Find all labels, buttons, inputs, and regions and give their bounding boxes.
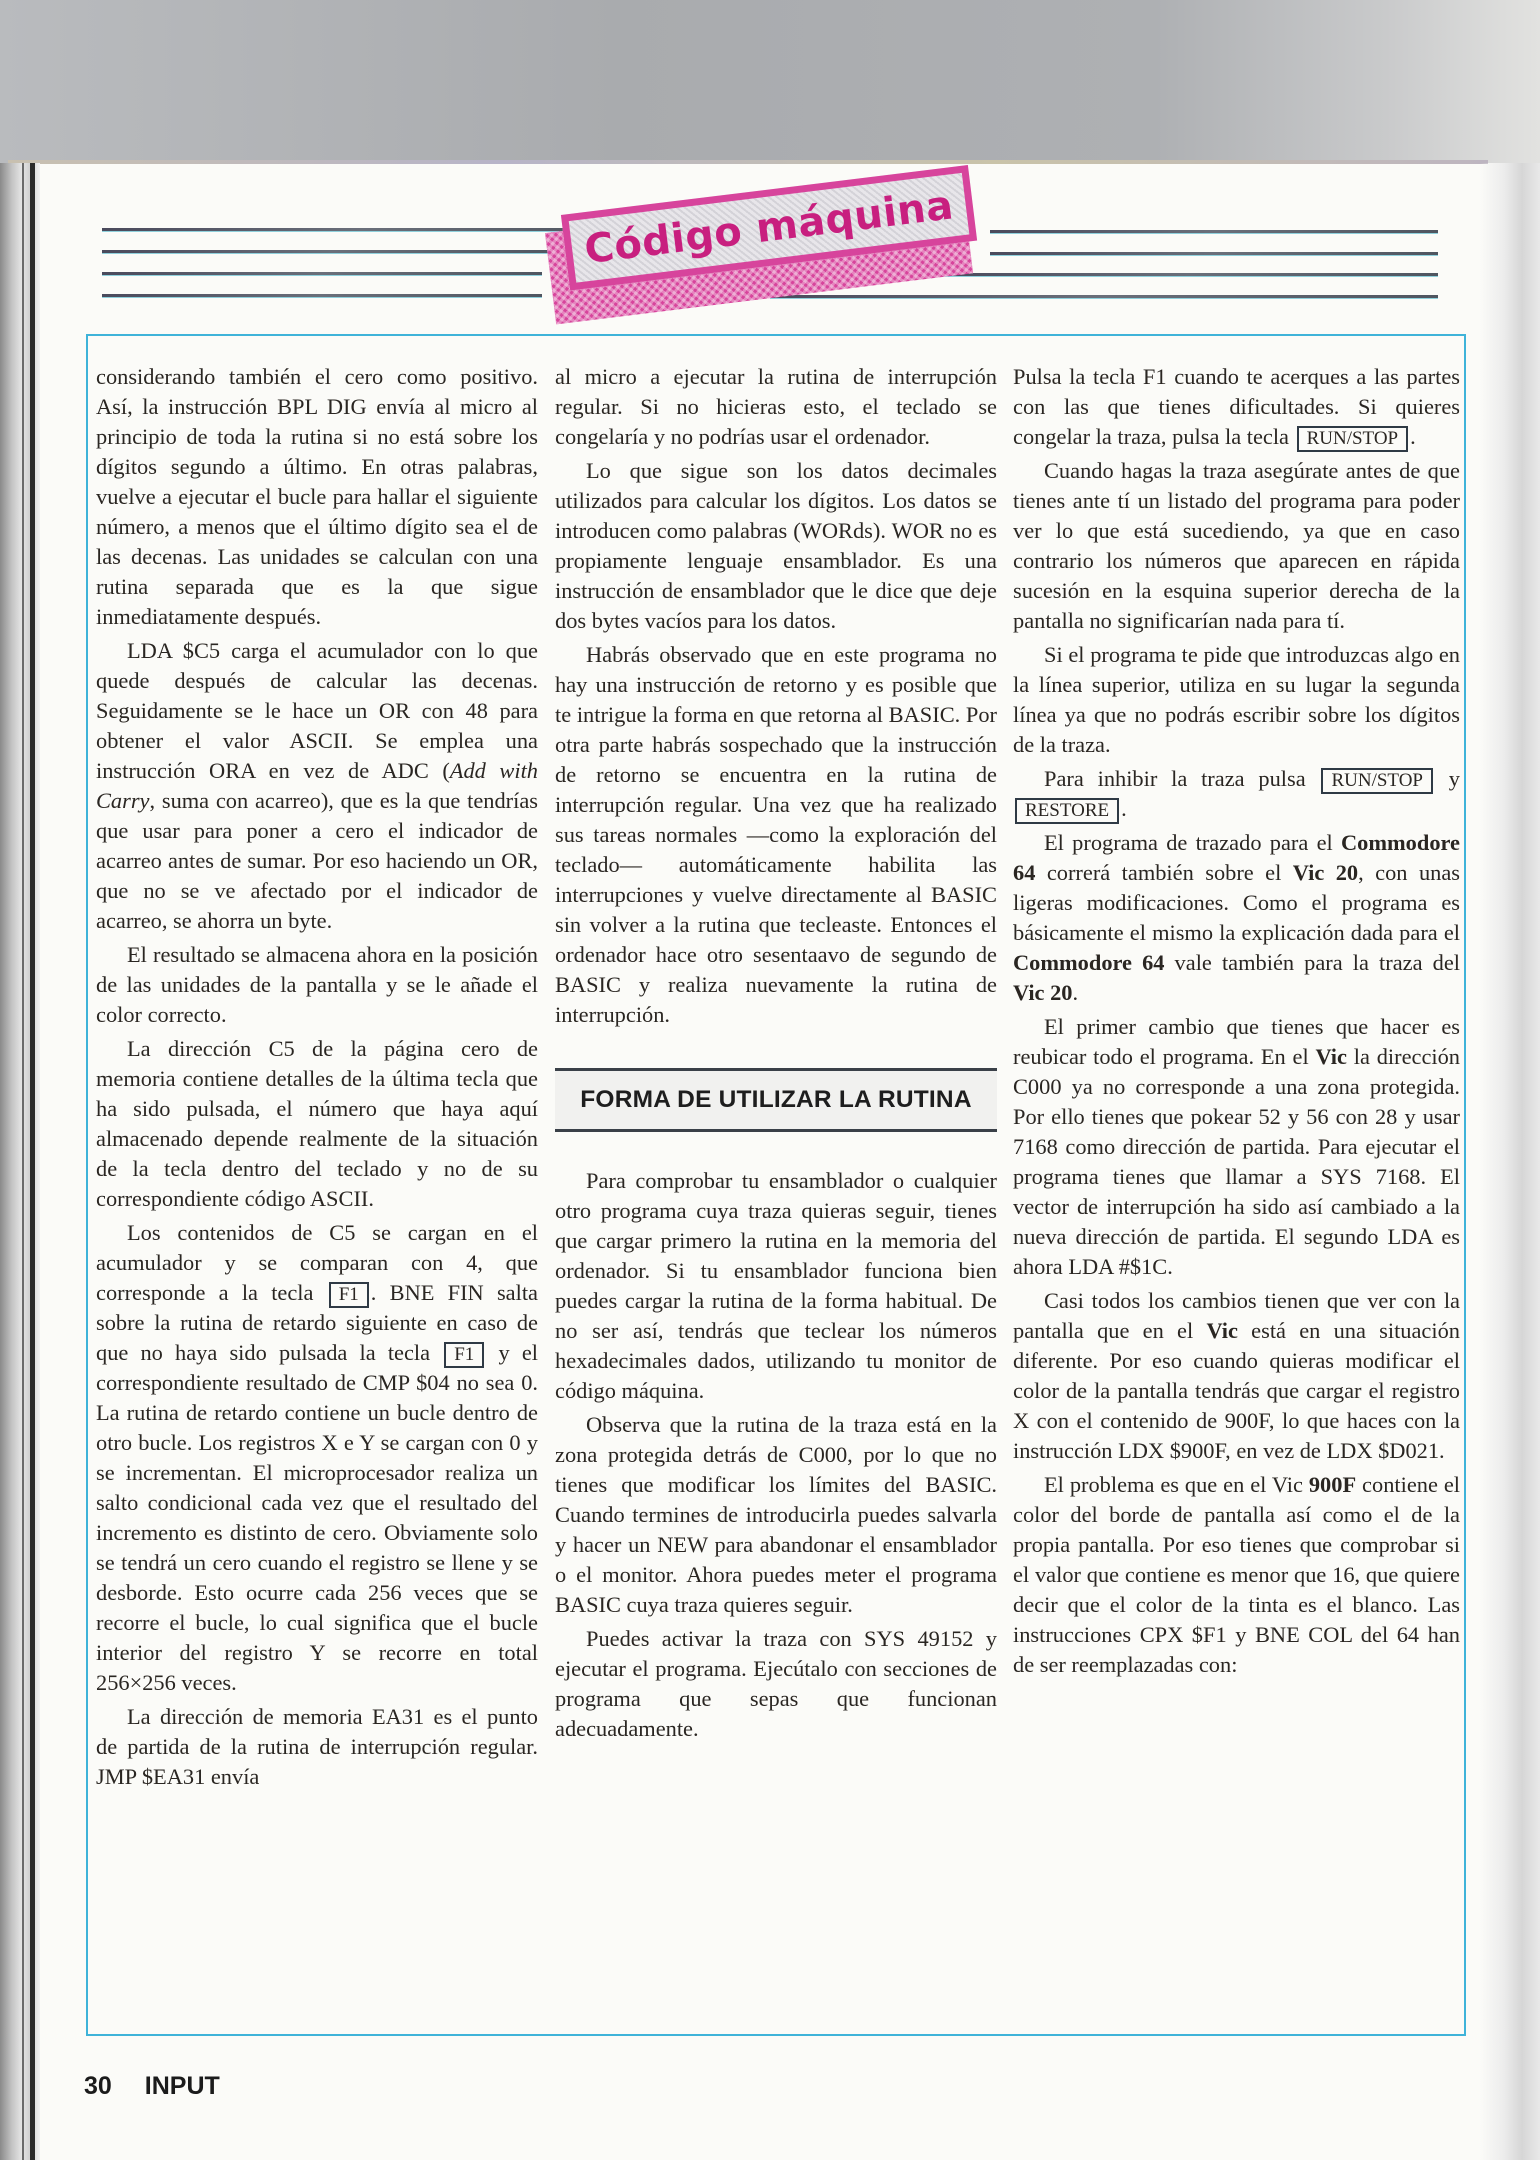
publication-name: INPUT bbox=[144, 2072, 220, 2100]
paragraph bbox=[555, 1624, 997, 1744]
paragraph bbox=[96, 940, 538, 1030]
page-curl-right bbox=[1480, 163, 1540, 2160]
keycap-label: RUN/STOP bbox=[1321, 768, 1433, 794]
paragraph bbox=[96, 1218, 538, 1698]
section-title: Código máquina bbox=[582, 182, 957, 274]
paragraph bbox=[555, 362, 997, 452]
section-heading-text: FORMA DE UTILIZAR LA RUTINA bbox=[580, 1086, 972, 1113]
paragraph bbox=[1013, 362, 1460, 452]
bold-term: Vic bbox=[1315, 1044, 1347, 1069]
paragraph bbox=[1013, 1012, 1460, 1282]
article-column-3 bbox=[1013, 362, 1460, 1684]
text-run: Cuando hagas la traza asegúrate antes de que tienes ante tí un listado del programa para poder ver lo que está sucediendo, ya que en caso contrario los números que aparecen en rápida sucesión en la esquina superior derecha de la pantalla no significarían nada para tí. bbox=[1013, 458, 1460, 633]
text-run: correrá también sobre el bbox=[1035, 860, 1293, 885]
header-rule bbox=[102, 272, 542, 276]
text-run: Pulsa la tecla F1 cuando te acerques a las partes con las que tienes dificultades. Si quieres congelar la traza, pulsa la tecla bbox=[1013, 364, 1460, 449]
text-run: Para comprobar tu ensamblador o cualquier otro programa cuya traza quieras seguir, tienes que cargar primero la rutina en la memoria del ordenador. Si tu ensamblador funciona bien puedes cargar la rutina de la forma habitual. De no ser así, tendrás que teclear los números hexadecimales dados, utilizando tu monitor de código máquina. bbox=[555, 1168, 997, 1403]
text-run: Lo que sigue son los datos decimales utilizados para calcular los dígitos. Los datos se introducen como palabras (WORds). WOR no es propiamente lenguaje ensamblador. Es una instrucción de ensamblador que le dice que deje dos bytes vacíos para los datos. bbox=[555, 458, 997, 633]
header-rule bbox=[102, 294, 542, 298]
header-rule bbox=[940, 273, 1438, 277]
keycap-label: RESTORE bbox=[1015, 798, 1119, 824]
text-run: la dirección C000 ya no corresponde a una zona protegida. Por ello tienes que pokear 52 y 56 con 28 y usar 7168 como dirección de partida. Para ejecutar el programa tienes que llamar a SYS 7168. El vector de interrupción ha sido así cambiado a la nueva dirección de partida. El segundo LDA es ahora LDA #$1C. bbox=[1013, 1044, 1461, 1279]
binding-shadow-line bbox=[22, 163, 24, 2160]
text-run: LDA $C5 carga el acumulador con lo que quede después de calcular las decenas. Seguidamente se le hace un OR con 48 para obtener el valor ASCII. Se emplea una instrucción ORA en vez de ADC ( bbox=[96, 638, 538, 783]
text-run: considerando también el cero como positivo. Así, la instrucción BPL DIG envía al micro al principio de toda la rutina si no está sobre los dígitos segundo a último. En otras palabras, vuelve a ejecutar el bucle para hallar el siguiente número, a menos que el último dígito sea el de las decenas. Las unidades se calculan con una rutina separada que es la que sigue inmediatamente después. bbox=[96, 364, 538, 629]
binding-dark-line bbox=[30, 163, 35, 2160]
paragraph bbox=[1013, 456, 1460, 636]
paragraph bbox=[1013, 640, 1460, 760]
section-heading bbox=[555, 1068, 997, 1132]
page-footer bbox=[84, 2072, 220, 2101]
text-run: Puedes activar la traza con SYS 49152 y ejecutar el programa. Ejecútalo con secciones de programa que sepas que funcionan adecuadamente. bbox=[555, 1626, 997, 1741]
italic-term: Add with Carry bbox=[96, 758, 538, 813]
bold-term: Vic 20 bbox=[1013, 980, 1073, 1005]
bold-term: Commodore 64 bbox=[1013, 830, 1460, 885]
text-run: Para inhibir la traza pulsa bbox=[1044, 766, 1320, 791]
page-top-edge bbox=[8, 160, 1488, 164]
header-rule bbox=[102, 250, 562, 254]
paragraph bbox=[555, 456, 997, 636]
paragraph bbox=[96, 362, 538, 632]
paragraph bbox=[1013, 1286, 1460, 1466]
paragraph bbox=[96, 1034, 538, 1214]
paragraph bbox=[555, 640, 997, 1030]
paragraph bbox=[1013, 764, 1460, 824]
text-run: El primer cambio que tienes que hacer es reubicar todo el programa. En el bbox=[1013, 1014, 1460, 1069]
text-run: Habrás observado que en este programa no hay una instrucción de retorno y es posible que te intrigue la forma en que retorna al BASIC. Por otra parte habrás sospechado que la instrucción de retorno se encuentra en la rutina de interrupción regular. Una vez que ha realizado sus tareas normales —como la exploración del teclado— automáticamente habilita las interrupciones y vuelve directamente al BASIC sin volver a la rutina que tecleaste. Entonces el ordenador hace otro sesentaavo de segundo de BASIC y realiza nuevamente la rutina de interrupción. bbox=[555, 642, 997, 1027]
bold-term: Commodore 64 bbox=[1013, 950, 1165, 975]
bold-term: 900F bbox=[1308, 1472, 1357, 1497]
text-run: , suma con acarreo), que es la que tendrías que usar para poner a cero el indicador de acarreo antes de sumar. Por eso haciendo un OR, que no se ve afectado por el indicador de acarreo, se ahorra un byte. bbox=[96, 788, 538, 933]
paragraph bbox=[1013, 828, 1460, 1008]
header-rule bbox=[770, 295, 1438, 299]
header-rule bbox=[990, 252, 1438, 256]
paragraph bbox=[555, 1166, 997, 1406]
text-run: Observa que la rutina de la traza está en la zona protegida detrás de C000, por lo que no tienes que modificar los límites del BASIC. Cuando termines de introducirla puedes salvarla y hacer un NEW para abandonar el ensamblador o el monitor. Ahora puedes meter el programa BASIC cuya traza quieres seguir. bbox=[555, 1412, 997, 1617]
text-run: y el correspondiente resultado de CMP $04 no sea 0. La rutina de retardo contiene un bucle dentro de otro bucle. Los registros X e Y se cargan con 0 y se incrementan. El microprocesador realiza un salto condicional cada vez que el resultado del incremento es distinto de cero. Obviamente solo se tendrá un cero cuando el registro se llene y se desborde. Esto ocurre cada 256 veces que se recorre el bucle, lo cual significa que el bucle interior del registro Y se recorre en total 256×256 veces. bbox=[96, 1340, 538, 1695]
text-run: , con unas ligeras modificaciones. Como el programa es básicamente el mismo la explicación dada para el bbox=[1013, 860, 1460, 945]
keycap-label: F1 bbox=[329, 1282, 369, 1308]
text-run: La dirección C5 de la página cero de memoria contiene detalles de la última tecla que ha sido pulsada, el número que haya aquí almacenado depende realmente de la situación de la tecla dentro del teclado y no de su correspondiente código ASCII. bbox=[96, 1036, 538, 1211]
text-run: La dirección de memoria EA31 es el punto de partida de la rutina de interrupción regular. JMP $EA31 envía bbox=[96, 1704, 538, 1789]
text-run: . bbox=[1410, 424, 1416, 449]
text-run: Si el programa te pide que introduzcas algo en la línea superior, utiliza en su lugar la segunda línea ya que no podrás escribir sobre los dígitos de la traza. bbox=[1013, 642, 1460, 757]
article-column-1 bbox=[96, 362, 538, 1796]
keycap-label: F1 bbox=[444, 1342, 484, 1368]
text-run: al micro a ejecutar la rutina de interrupción regular. Si no hicieras esto, el teclado se congelaría y no podrías usar el ordenador. bbox=[555, 364, 997, 449]
text-run: vale también para la traza del bbox=[1164, 950, 1460, 975]
paragraph bbox=[555, 1410, 997, 1620]
text-run: . BNE FIN salta sobre la rutina de retardo siguiente en caso de que no haya sido pulsada la tecla bbox=[96, 1280, 538, 1365]
section-banner bbox=[542, 158, 993, 331]
scanner-background bbox=[0, 0, 1540, 163]
text-run: y bbox=[1434, 766, 1460, 791]
article-column-2 bbox=[555, 362, 997, 1748]
text-run: Casi todos los cambios tienen que ver con la pantalla que en el bbox=[1013, 1288, 1460, 1343]
text-run: contiene el color del borde de pantalla así como el de la propia pantalla. Por eso tienes que comprobar si el valor que contiene es menor que 16, que quiere decir que el color de la tinta es el blanco. Las instrucciones CPX $F1 y BNE COL del 64 han de ser reemplazadas con: bbox=[1013, 1472, 1460, 1677]
text-run: . bbox=[1121, 796, 1127, 821]
text-run: está en una situación diferente. Por eso cuando quieras modificar el color de la pantalla tendrás que cargar el registro X con el contenido de 900F, lo que haces con la instrucción LDX $900F, en vez de LDX $D021. bbox=[1013, 1318, 1460, 1463]
paragraph bbox=[96, 636, 538, 936]
page-number: 30 bbox=[84, 2072, 112, 2100]
paragraph bbox=[96, 1702, 538, 1792]
text-run: . bbox=[1072, 980, 1079, 1005]
text-run: El resultado se almacena ahora en la posición de las unidades de la pantalla y se le añade el color correcto. bbox=[96, 942, 538, 1027]
text-run: Los contenidos de C5 se cargan en el acumulador y se comparan con 4, que corresponde a la tecla bbox=[96, 1220, 538, 1305]
bold-term: Vic bbox=[1206, 1318, 1238, 1343]
header-rule bbox=[990, 230, 1438, 234]
text-run: El problema es que en el Vic bbox=[1044, 1472, 1309, 1497]
keycap-label: RUN/STOP bbox=[1297, 426, 1409, 452]
text-run: El programa de trazado para el bbox=[1044, 830, 1342, 855]
paragraph bbox=[1013, 1470, 1460, 1680]
bold-term: Vic 20 bbox=[1292, 860, 1359, 885]
